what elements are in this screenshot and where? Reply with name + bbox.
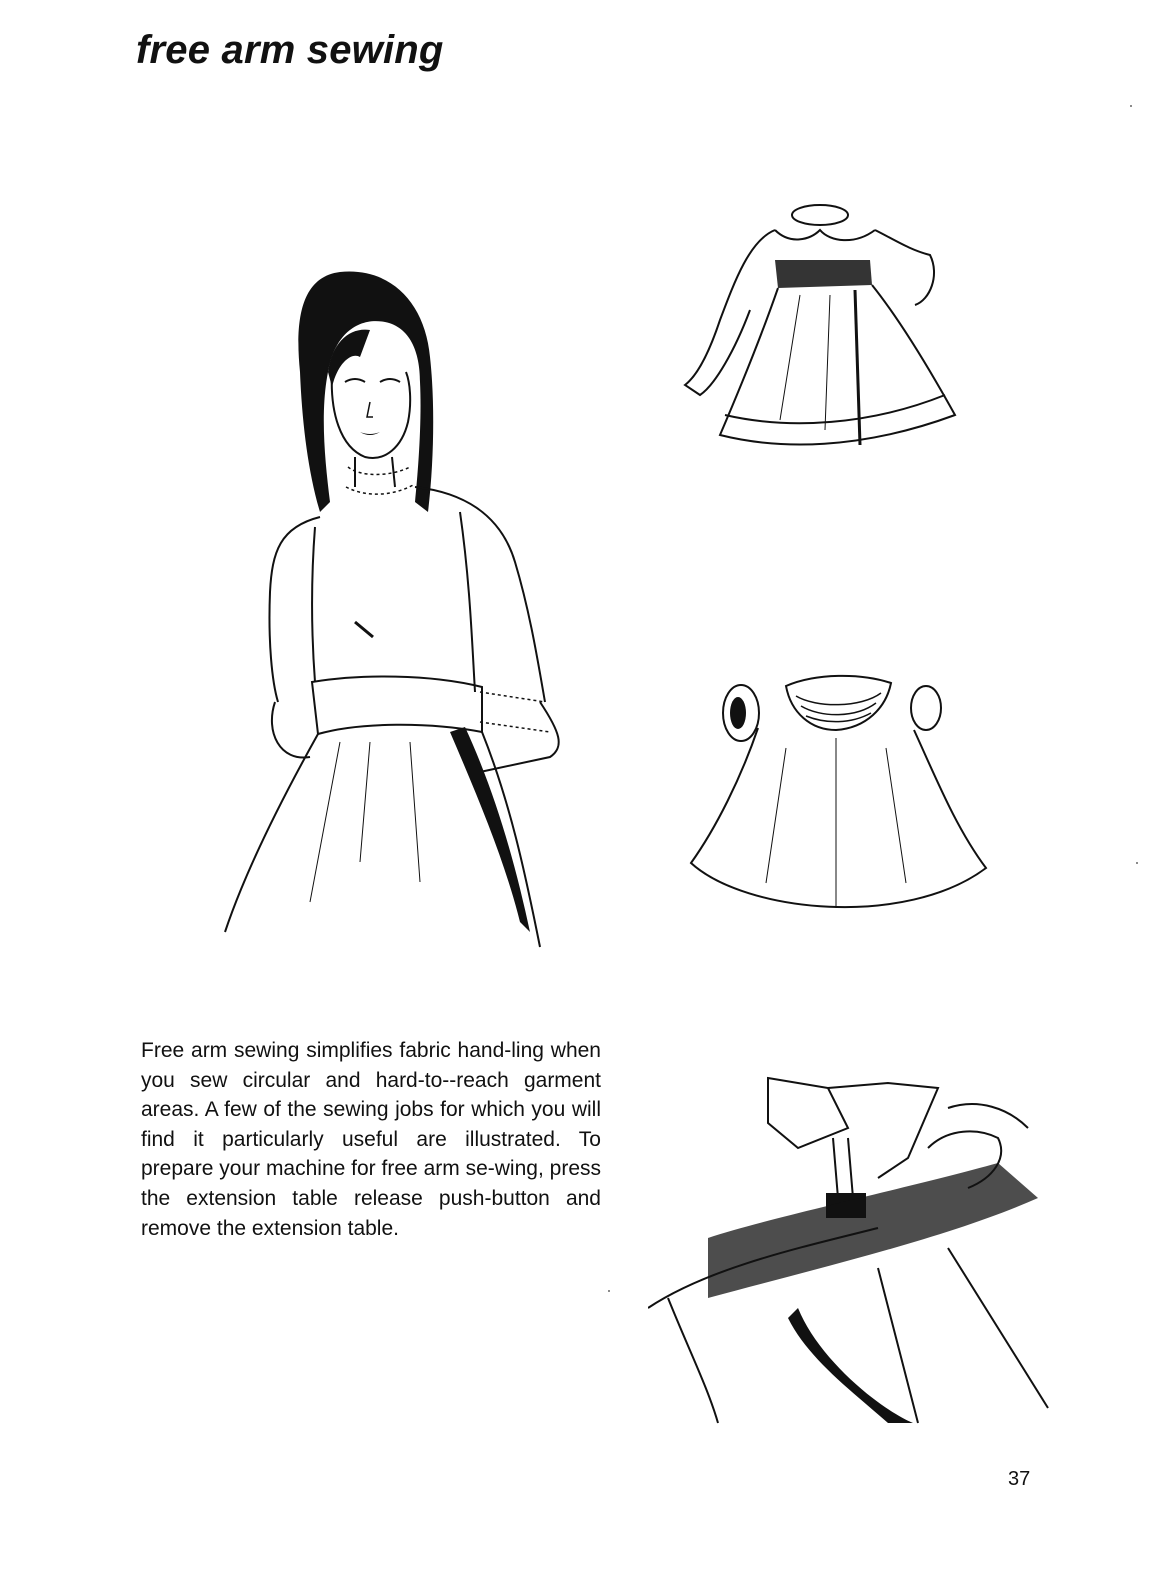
body-paragraph: Free arm sewing simplifies fabric hand-ling when you sew circular and hard-to--reach garment areas. A few of the sewing jobs for which you will find it particularly useful are illustrated. To prepare your machine for free arm se-wing, press the extension table release push-button and remove the extension table. [141,1039,601,1240]
free-arm-sewing-machine-illustration [648,1068,1050,1428]
page-number: 37 [1008,1468,1031,1490]
scan-speck [1136,862,1138,864]
child-dress-puff-sleeves-illustration [686,668,988,920]
scan-speck [1130,105,1132,107]
page-title: free arm sewing [136,28,444,72]
woman-dress-illustration [220,262,570,952]
child-dress-long-sleeves-illustration [680,200,965,455]
scan-speck [608,1290,610,1292]
